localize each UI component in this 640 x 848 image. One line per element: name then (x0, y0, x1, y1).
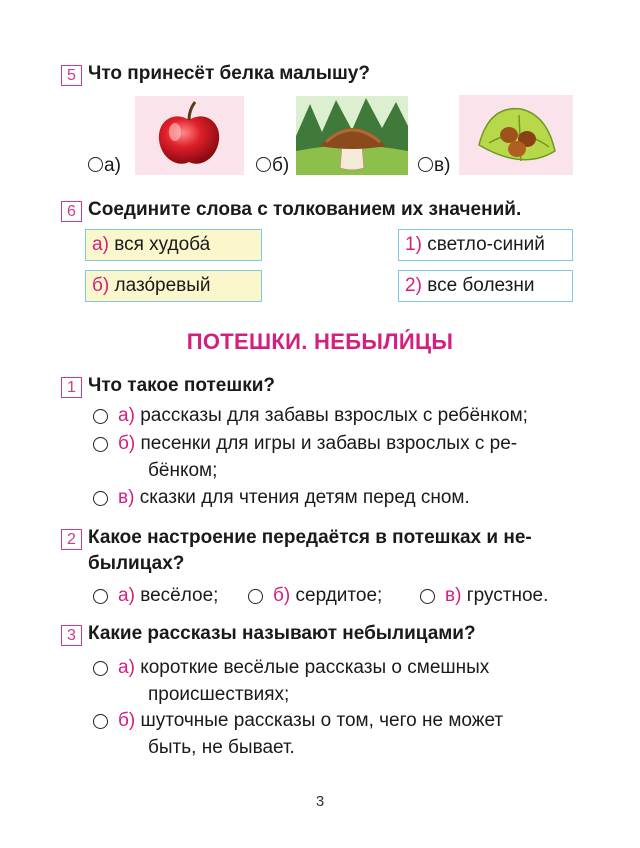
mushroom-picture (296, 96, 408, 175)
option-letter: б) (118, 710, 136, 731)
question-text: Что принесёт белка малышу? (88, 63, 370, 84)
question-text: Что такое потешки? (88, 375, 275, 396)
radio-button[interactable] (256, 157, 271, 172)
option-text: песенки для игры и забавы взрослых с ре- (140, 433, 518, 454)
hazelnuts-picture (459, 95, 573, 175)
match-item-right[interactable] (398, 270, 573, 302)
match-letter: 2) (405, 275, 422, 296)
option-letter: а) (118, 585, 135, 606)
option-letter: в) (434, 155, 451, 176)
option-letter: а) (104, 155, 121, 176)
page-number: 3 (315, 793, 325, 810)
option-text: рассказы для забавы взрослых с ребёнком; (140, 405, 528, 426)
option-letter: в) (118, 487, 135, 508)
question-number: 1 (61, 377, 82, 398)
option-letter: в) (445, 585, 462, 606)
match-item-left[interactable] (85, 270, 262, 302)
radio-button[interactable] (93, 714, 108, 729)
radio-button[interactable] (420, 589, 435, 604)
match-word: лазо́ревый (114, 275, 211, 296)
section-title: ПОТЕШКИ. НЕБЫЛИ́ЦЫ (186, 329, 454, 354)
radio-button[interactable] (93, 491, 108, 506)
match-letter: б) (92, 275, 110, 296)
option-letter: а) (118, 657, 135, 678)
answer-option (118, 583, 218, 608)
answer-option (118, 708, 503, 733)
option-letter: б) (273, 585, 291, 606)
question-text: Какие рассказы называют небылицами? (88, 623, 476, 644)
option-text-continued: бёнком; (148, 460, 218, 481)
answer-option (118, 485, 470, 510)
question-number: 3 (61, 625, 82, 646)
answer-option (445, 583, 548, 608)
question-text: Какое настроение передаётся в потешках и не- (88, 527, 532, 548)
answer-option (118, 431, 517, 456)
option-text: сердитое; (295, 585, 383, 606)
option-text: сказки для чтения детям перед сном. (139, 487, 470, 508)
match-word: светло-синий (427, 234, 545, 255)
option-text: шуточные рассказы о том, чего не может (140, 710, 504, 731)
option-letter: б) (118, 433, 136, 454)
question-number: 5 (61, 65, 82, 86)
radio-button[interactable] (93, 661, 108, 676)
option-text: короткие весёлые рассказы о смешных (140, 657, 490, 678)
answer-option (118, 403, 528, 428)
option-text: весёлое; (140, 585, 219, 606)
match-word: вся худоба́ (114, 234, 211, 255)
question-text-continued: былицах? (88, 553, 185, 574)
option-letter: а) (118, 405, 135, 426)
question-number: 2 (61, 529, 82, 550)
apple-picture (135, 96, 244, 175)
radio-button[interactable] (93, 409, 108, 424)
question-text: Соедините слова с толкованием их значений. (88, 199, 522, 220)
answer-option (118, 655, 489, 680)
match-item-right[interactable] (398, 229, 573, 261)
radio-button[interactable] (88, 157, 103, 172)
option-text-continued: происшествиях; (148, 684, 290, 705)
question-number: 6 (61, 201, 82, 222)
match-letter: а) (92, 234, 109, 255)
radio-button[interactable] (248, 589, 263, 604)
radio-button[interactable] (93, 437, 108, 452)
option-text: грустное. (466, 585, 549, 606)
answer-option (273, 583, 382, 608)
radio-button[interactable] (93, 589, 108, 604)
radio-button[interactable] (418, 157, 433, 172)
option-letter: б) (272, 155, 290, 176)
match-letter: 1) (405, 234, 422, 255)
match-word: все болезни (427, 275, 535, 296)
match-item-left[interactable] (85, 229, 262, 261)
option-text-continued: быть, не бывает. (148, 737, 295, 758)
